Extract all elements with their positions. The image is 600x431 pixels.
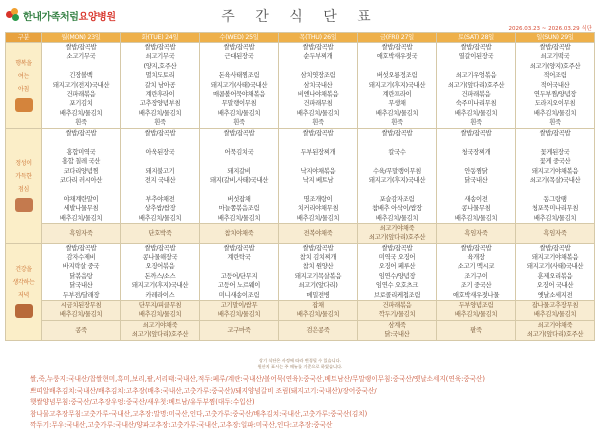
- menu-item: 옛날소세지전: [537, 291, 573, 299]
- menu-item: 조기 중국산: [460, 282, 492, 290]
- menu-item: 열갈이된장국: [458, 53, 494, 61]
- menu-item: 임연수 오호츠크: [375, 282, 419, 290]
- menu-cell: [279, 129, 358, 224]
- meal-category: [6, 129, 42, 244]
- menu-item: 돼지불고기: [145, 167, 175, 175]
- menu-item: 명조개랑이: [303, 195, 333, 203]
- side-dish-row: [6, 301, 595, 321]
- menu-item: 돼지고기(후지)국내산: [368, 81, 426, 89]
- origin-line: 깍두기:무우:국내산,고춧가루:국내산/양파고추장:고춧가루:국내산,고추장:일파:미국산,인다:고추장:중국산: [30, 421, 333, 429]
- origin-notice: [30, 374, 575, 431]
- menu-cell: [200, 43, 279, 129]
- menu-item: 소고기 멕시코: [457, 263, 495, 271]
- menu-item: 두부전/달래장: [62, 291, 100, 299]
- menu-item: 돼지고기야채볶음: [531, 167, 579, 175]
- menu-item: 흰죽: [549, 119, 561, 127]
- menu-item: 포슬감자조림: [379, 195, 415, 203]
- menu-item: [121, 185, 199, 194]
- menu-item: 배추김치/물김치: [533, 109, 577, 117]
- menu-cell: [279, 43, 358, 129]
- header-day: 목(THU) 26일: [279, 33, 358, 43]
- menu-item: 돼지고기야채볶음: [531, 254, 579, 262]
- menu-item: 시금치된장무침: [60, 302, 102, 310]
- menu-item: 오징어 페루산: [378, 263, 416, 271]
- menu-item: 바지락살 중국: [62, 263, 100, 271]
- header-day: 화(TUE) 24일: [121, 33, 200, 43]
- menu-item: [200, 262, 278, 271]
- page-title: 주 간 식 단 표: [221, 9, 379, 25]
- meal-category-label: 정성이: [15, 160, 32, 168]
- menu-item: 쌀밥/잡곡밥: [65, 130, 97, 137]
- menu-item: 배추김치/물김치: [217, 311, 261, 319]
- menu-item: 흰죽: [312, 119, 324, 127]
- menu-item: 애호박새우젓나물: [452, 291, 500, 299]
- meal-category-label: 건강을: [15, 266, 32, 274]
- menu-item: 무생채: [388, 100, 406, 108]
- menu-item: 쇠고기우엉볶음: [455, 72, 497, 80]
- menu-item: 고추장양념부침: [139, 100, 181, 108]
- menu-item: 고등어 노르웨이: [217, 282, 261, 290]
- menu-cell: [121, 129, 200, 224]
- menu-item: 배추김치/물김치: [454, 109, 498, 117]
- porridge-item: 검은콩죽: [306, 326, 330, 334]
- menu-item: 쌀밥/잡곡밥: [302, 244, 334, 252]
- menu-item: 쇠고기(양지)호주산: [529, 62, 581, 70]
- menu-item: 닭볶음탕: [69, 272, 93, 280]
- menu-item: [358, 62, 436, 71]
- menu-item: 낙지야채볶음: [300, 167, 336, 175]
- menu-cell: [200, 129, 279, 224]
- menu-item: 홍합미역국: [66, 148, 96, 156]
- porridge-item: 고구마죽: [227, 326, 251, 334]
- menu-item: [358, 157, 436, 166]
- menu-item: 애호박새우젓국: [376, 53, 418, 61]
- menu-item: 고기말이/쌈무: [220, 302, 258, 310]
- menu-item: [279, 138, 357, 147]
- meal-category-label: 점심: [18, 186, 29, 194]
- menu-item: 갈치 남아공: [144, 81, 176, 89]
- menu-item: 조기구이: [464, 272, 488, 280]
- porridge-cell: [516, 320, 595, 340]
- menu-item: 쌀밥/잡곡밥: [223, 44, 255, 51]
- menu-item: 쌀밥/잡곡밥: [381, 130, 413, 137]
- menu-item: 쇠고기무국: [145, 53, 175, 61]
- meal-category-label: 행복을: [15, 60, 32, 67]
- menu-item: [358, 138, 436, 147]
- menu-item: 계란프라이: [382, 90, 412, 98]
- menu-item: 치커리야채무침: [297, 205, 339, 213]
- porridge-item: 흑임자죽: [69, 229, 93, 237]
- menu-item: 쌀밥/잡곡밥: [223, 130, 255, 137]
- menu-item: 두부양념조림: [458, 302, 494, 310]
- menu-item: [437, 138, 515, 147]
- meal-category-label: 여는: [18, 73, 29, 80]
- menu-item: 숙주미나리무침: [455, 100, 497, 108]
- menu-item: [516, 185, 594, 194]
- menu-item: 배추김치/물김치: [533, 214, 577, 222]
- origin-line: 쌀,죽,누룽지:국내산/찹쌀현미,흑미,보리,팥,서리태:국내산,적두:페루/계란:국내산/볼어묵(연육):중국산,베트남산/무말랭이무침:중국산/옛날소세지(연육:중국산): [30, 375, 485, 383]
- menu-item: 칼국수: [388, 148, 406, 156]
- menu-item: 전지 국내산: [144, 176, 176, 184]
- menu-item: 메밀전병: [306, 291, 330, 299]
- menu-item: 쌀밥/잡곡밥: [223, 244, 255, 252]
- menu-item: 미니새송이조림: [218, 291, 260, 299]
- footnote-line: 원산지 표시는 주 메뉴를 기준으로 하였습니다.: [257, 363, 343, 369]
- menu-item: 야채계란말이: [63, 195, 99, 203]
- menu-item: 흰죽: [391, 119, 403, 127]
- menu-item: 돼지갈비: [227, 167, 251, 175]
- menu-item: 배추김치/물김치: [59, 109, 103, 117]
- menu-item: [121, 157, 199, 166]
- menu-item: 훈제오리볶음: [537, 272, 573, 280]
- menu-item: 고등어/단무지: [220, 272, 258, 280]
- menu-item: 카레라이스: [145, 291, 175, 299]
- menu-item: 적어국내산: [540, 81, 570, 89]
- menu-item: 흰죽: [233, 119, 245, 127]
- porridge-item: 쇠고기(앞다리)호주산: [526, 331, 584, 339]
- menu-item: 부추야채전: [145, 195, 175, 203]
- menu-item: 깍두기/물김치: [378, 311, 416, 319]
- menu-cell: [121, 301, 200, 321]
- menu-item: 배추김치/물김치: [59, 311, 103, 319]
- porridge-item: 닭:국내산: [384, 331, 410, 339]
- menu-item: 삼치엿장조림: [300, 72, 336, 80]
- menu-item: 연두부찜/양념장: [533, 90, 577, 98]
- menu-item: 미역국 오징어: [378, 254, 416, 262]
- menu-cell: [516, 43, 595, 129]
- menu-item: 닭국내산: [464, 176, 488, 184]
- menu-item: 상추쌈/쌈장: [144, 205, 176, 213]
- menu-item: 포기김치: [69, 100, 93, 108]
- menu-item: 두부된장찌개: [300, 148, 336, 156]
- menu-item: 도라지오이무침: [534, 100, 576, 108]
- menu-item: [358, 185, 436, 194]
- meal-category: [6, 43, 42, 129]
- menu-item: 돼지고기(후지)국내산: [131, 282, 189, 290]
- weekly-menu-table: [5, 32, 595, 341]
- footnote-line: 상기 식단은 사정에 따라 변경될 수 있습니다.: [258, 358, 342, 363]
- breakfast-photo-icon: [15, 98, 33, 112]
- menu-item: 잡채: [312, 302, 324, 310]
- menu-item: 매콤볼어묵야채볶음: [212, 90, 266, 98]
- menu-item: 동그랑땡: [543, 195, 567, 203]
- menu-header-row: [6, 33, 595, 43]
- menu-item: 멸치도토리: [145, 72, 175, 80]
- menu-item: 배추김치/물김치: [59, 214, 103, 222]
- menu-item: 참치 원양산: [302, 263, 334, 271]
- menu-item: 배추김치/물김치: [296, 214, 340, 222]
- porridge-item: 쇠고기야채죽: [379, 224, 415, 232]
- menu-item: [42, 62, 120, 71]
- menu-item: 쌀밥/잡곡밥: [539, 244, 571, 252]
- menu-item: 오징어 국내산: [536, 282, 574, 290]
- menu-item: 비엔나야채볶음: [297, 90, 339, 98]
- menu-item: 쌀밥/잡곡밥: [302, 44, 334, 51]
- porridge-cell: [279, 320, 358, 340]
- menu-cell: [358, 301, 437, 321]
- porridge-cell: [200, 320, 279, 340]
- menu-item: 육개장: [467, 254, 485, 262]
- menu-item: 쇠고기(앞다리)호주산: [447, 81, 505, 89]
- menu-item: 오징어볶음: [145, 263, 175, 271]
- menu-item: 돼지고기(사태)국내산: [526, 263, 584, 271]
- menu-item: 새송이전: [464, 195, 488, 203]
- menu-item: 버섯잡채: [227, 195, 251, 203]
- menu-item: [437, 157, 515, 166]
- menu-item: 돼지고기목살볶음: [294, 272, 342, 280]
- menu-item: 배추김치/물김치: [217, 109, 261, 117]
- porridge-cell: [279, 223, 358, 243]
- menu-item: 쌀밥/잡곡밥: [460, 244, 492, 252]
- menu-cell: [358, 129, 437, 224]
- menu-item: [437, 185, 515, 194]
- menu-item: [279, 185, 357, 194]
- menu-item: 마늘쫑볶음조림: [218, 205, 260, 213]
- menu-cell: [358, 43, 437, 129]
- lunch-photo-icon: [15, 198, 33, 212]
- menu-footnote: [0, 358, 600, 369]
- menu-item: 아욱된장국: [145, 148, 175, 156]
- menu-cell: [358, 243, 437, 300]
- porridge-item: 쇠고기야채죽: [142, 321, 178, 329]
- menu-item: 코다리 러시아산: [59, 176, 103, 184]
- menu-item: 계란탁국: [227, 254, 251, 262]
- menu-item: 쌀밥/잡곡밥: [539, 130, 571, 137]
- menu-cell: [516, 243, 595, 300]
- menu-item: 홍합 칠레 국산: [61, 158, 101, 166]
- menu-item: [200, 185, 278, 194]
- menu-item: 낙지 베트남: [302, 176, 334, 184]
- porridge-item: 삼계죽: [388, 321, 406, 329]
- menu-item: 쌀밥/잡곡밥: [144, 44, 176, 51]
- meal-category-label: 아침: [18, 86, 29, 93]
- meal-category-label: 가득한: [15, 173, 32, 181]
- menu-item: 계란후라이: [145, 90, 175, 98]
- menu-item: 적어조림: [543, 72, 567, 80]
- menu-item: 참치 김치찌개: [299, 254, 337, 262]
- porridge-cell: [437, 223, 516, 243]
- porridge-item: 쇠고기(앞다리)호주산: [368, 234, 426, 242]
- header-day: 수(WED) 25일: [200, 33, 279, 43]
- menu-item: [200, 62, 278, 71]
- menu-item: [121, 138, 199, 147]
- menu-cell: [200, 301, 279, 321]
- menu-item: 배추김치/물김치: [138, 109, 182, 117]
- menu-cell: [200, 243, 279, 300]
- menu-cell: [437, 43, 516, 129]
- menu-item: 순두부찌개: [303, 53, 333, 61]
- menu-item: [42, 138, 120, 147]
- menu-item: 건파래무침: [303, 100, 333, 108]
- meal-row: [6, 243, 595, 300]
- menu-item: 돈까스/소스: [144, 272, 176, 280]
- menu-item: 배추김치/물김치: [375, 214, 419, 222]
- meal-category: [6, 243, 42, 340]
- header-day: 일(SUN) 29일: [516, 33, 595, 43]
- menu-item: 단무지/피클무침: [138, 302, 182, 310]
- menu-item: 콩나물해장국: [142, 254, 178, 262]
- porridge-cell: [358, 223, 437, 243]
- porridge-cell: [516, 223, 595, 243]
- header-day: 금(FRI) 27일: [358, 33, 437, 43]
- menu-cell: [516, 129, 595, 224]
- porridge-item: 쇠고기야채죽: [537, 321, 573, 329]
- menu-item: 배추김치/물김치: [454, 311, 498, 319]
- origin-line: 참나물고추장무침:고춧가루-국내산,고추장:말명:미국산,인다,고춧가루:중국산/배추김치:국내산,고춧가루:중국산(김치): [30, 409, 368, 418]
- porridge-cell: [42, 223, 121, 243]
- menu-item: 세발나물무침: [63, 205, 99, 213]
- menu-item: 소고기무국: [66, 53, 96, 61]
- header-day: 월(MON) 23일: [42, 33, 121, 43]
- menu-cell: [279, 301, 358, 321]
- menu-item: 삼치국내산: [303, 81, 333, 89]
- menu-item: 배추김치/물김치: [533, 311, 577, 319]
- menu-item: 청포묵미나리무침: [531, 205, 579, 213]
- menu-item: 배추김치/물김치: [138, 311, 182, 319]
- menu-item: 쌀밥/잡곡밥: [65, 244, 97, 252]
- menu-item: 흰죽: [154, 119, 166, 127]
- menu-item: 쌀밥/잡곡밥: [144, 244, 176, 252]
- menu-item: 쇠고기(목살)국내산: [529, 176, 581, 184]
- menu-item: 쌀밥/잡곡밥: [460, 44, 492, 51]
- porridge-item: 팥죽: [470, 326, 482, 334]
- porridge-item: 흑임자죽: [543, 229, 567, 237]
- menu-item: 배추김치/물김치: [375, 109, 419, 117]
- menu-item: 쌀밥/잡곡밥: [144, 130, 176, 137]
- menu-item: [42, 185, 120, 194]
- menu-item: 참배추 아삭이/쌈장: [372, 205, 422, 213]
- menu-item: 잡나물고추장무침: [531, 302, 579, 310]
- porridge-cell: [121, 320, 200, 340]
- menu-item: 브로콜리케첩조림: [373, 291, 421, 299]
- menu-item: 배추김치/물김치: [296, 311, 340, 319]
- porridge-item: 흑임자죽: [464, 229, 488, 237]
- menu-item: 청국장찌개: [461, 148, 491, 156]
- menu-item: 돼지고기(사태)국내산: [210, 81, 268, 89]
- menu-item: 어묵김치국: [224, 148, 254, 156]
- menu-item: 긴장볼벡: [69, 72, 93, 80]
- menu-item: 쌀밥/잡곡밥: [65, 44, 97, 51]
- menu-item: 배추김치/물김치: [138, 214, 182, 222]
- menu-item: 코다리양념찜: [63, 167, 99, 175]
- menu-item: [437, 62, 515, 71]
- menu-cell: [516, 301, 595, 321]
- menu-cell: [121, 43, 200, 129]
- menu-item: 배추김치/물김치: [296, 109, 340, 117]
- menu-item: 흰죽: [470, 119, 482, 127]
- menu-item: 수육/무말랭이무침: [372, 167, 422, 175]
- porridge-item: 전복야채죽: [303, 229, 333, 237]
- menu-item: 배추김치/물김치: [454, 214, 498, 222]
- header-category: 구분: [6, 33, 42, 43]
- menu-item: [200, 157, 278, 166]
- menu-item: 건파래볶음: [66, 90, 96, 98]
- menu-period: 2026.03.23 ~ 2026.03.29 식단: [508, 26, 592, 32]
- porridge-item: 콩죽: [75, 326, 87, 334]
- menu-item: 건파래볶음: [382, 302, 412, 310]
- menu-cell: [42, 129, 121, 224]
- menu-item: 쌀밥/잡곡밥: [381, 44, 413, 51]
- menu-item: [279, 157, 357, 166]
- porridge-row: [6, 320, 595, 340]
- menu-item: 꽃게된장국: [540, 148, 570, 156]
- menu-item: 흰죽: [75, 119, 87, 127]
- menu-item: 쌀밥/잡곡밥: [539, 44, 571, 51]
- porridge-cell: [358, 320, 437, 340]
- menu-item: 근대된장국: [224, 53, 254, 61]
- meal-category-label: 생각하는: [12, 279, 35, 287]
- menu-cell: [42, 43, 121, 129]
- menu-item: 닭국내산: [69, 282, 93, 290]
- menu-item: 쇠고기떡국: [540, 53, 570, 61]
- menu-item: 쌀밥/잡곡밥: [381, 244, 413, 252]
- porridge-cell: [121, 223, 200, 243]
- porridge-item: 참치야채죽: [224, 229, 254, 237]
- menu-item: 쌀밥/잡곡밥: [302, 130, 334, 137]
- menu-item: 콩나물무침: [461, 205, 491, 213]
- logo-sub: 요양병원: [78, 11, 116, 23]
- menu-item: 배추김치/물김치: [217, 214, 261, 222]
- menu-cell: [437, 301, 516, 321]
- origin-line: 햇쌀양념무침:중국산/고추장우엉:중국산/새우첫:베트남/유두부찜(대두:수입산): [30, 398, 255, 406]
- menu-cell: [437, 129, 516, 224]
- menu-item: 감자수제비: [66, 254, 96, 262]
- menu-item: 무말랭이무침: [221, 100, 257, 108]
- menu-item: 버섯오룡정조림: [376, 72, 418, 80]
- menu-item: [279, 62, 357, 71]
- menu-item: [516, 138, 594, 147]
- menu-item: 안동찜닭: [464, 167, 488, 175]
- menu-cell: [42, 301, 121, 321]
- dinner-photo-icon: [15, 304, 33, 318]
- menu-item: 돼지고기(후지)국내산: [368, 176, 426, 184]
- menu-item: 임연수/양념장: [378, 272, 416, 280]
- meal-row: [6, 43, 595, 129]
- menu-item: 돈육사태찜조림: [218, 72, 260, 80]
- porridge-cell: [200, 223, 279, 243]
- menu-item: 꽃게 중국산: [539, 158, 571, 166]
- menu-item: (양지,호주산: [143, 62, 177, 70]
- menu-cell: [279, 243, 358, 300]
- porridge-row: [6, 223, 595, 243]
- porridge-cell: [42, 320, 121, 340]
- origin-line: 쁘띠알배추김치:국내산/배추김치:고추장(배추:국내산,고춧가루:중국산)/돼지양념갈비 조림(돼지고기:국내산)/장어중국산/: [30, 386, 377, 395]
- menu-cell: [42, 243, 121, 300]
- menu-cell: [121, 243, 200, 300]
- menu-item: 건파래볶음: [461, 90, 491, 98]
- meal-row: [6, 129, 595, 224]
- menu-item: 돼지(갈비,사태)국내산: [209, 176, 269, 184]
- porridge-item: 단호박죽: [148, 229, 172, 237]
- menu-item: 쌀밥/잡곡밥: [460, 130, 492, 137]
- meal-category-label: 저녁: [18, 292, 29, 300]
- menu-item: 돼지고기(전지)국내산: [52, 81, 110, 89]
- porridge-cell: [437, 320, 516, 340]
- header-day: 토(SAT) 28일: [437, 33, 516, 43]
- menu-item: [200, 138, 278, 147]
- menu-cell: [437, 243, 516, 300]
- porridge-item: 쇠고기(앞다리)호주산: [131, 331, 189, 339]
- logo-name: 한내가족처럼: [23, 11, 79, 23]
- menu-item: 쇠고기(앞다리): [298, 282, 338, 290]
